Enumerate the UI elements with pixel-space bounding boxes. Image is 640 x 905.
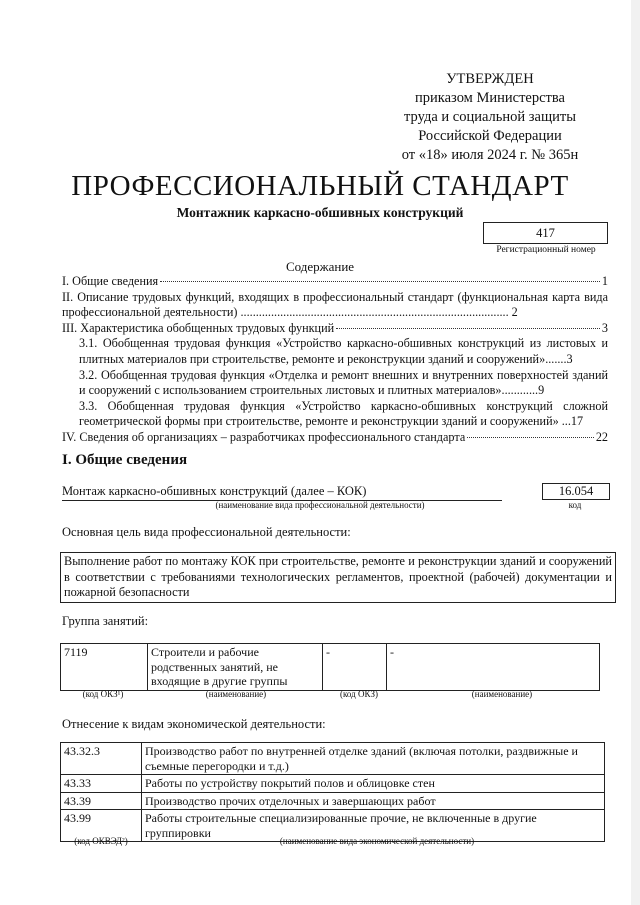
document-title: ПРОФЕССИОНАЛЬНЫЙ СТАНДАРТ [71, 170, 569, 202]
econ-activity-label: Отнесение к видам экономической деятельности: [62, 717, 326, 731]
registration-number: 417 [483, 222, 608, 244]
toc-heading: Содержание [285, 259, 355, 274]
occupation-name-caption: (наименование) [205, 689, 267, 699]
approval-block [360, 70, 620, 165]
activity-kind-caption: (наименование вида профессиональной деятельности) [215, 500, 425, 510]
approval-line: Российской Федерации [418, 128, 562, 144]
toc-leader: ........................................................................................ [240, 305, 509, 320]
toc-item[interactable] [62, 336, 608, 367]
activity-kind: Монтаж каркасно-обшивных конструкций (далее – КОК) [62, 484, 502, 501]
toc-item[interactable] [62, 368, 608, 399]
toc-leader: ... [558, 414, 571, 429]
document-subtitle: Монтажник каркасно-обшивных конструкций [176, 205, 464, 220]
toc-item-text: IV. Сведения об организациях – разработчиках профессионального стандарта [62, 429, 466, 444]
toc-leader [467, 437, 594, 438]
activity-code: 16.054 [542, 483, 610, 500]
approval-line: приказом Министерства [415, 90, 565, 106]
toc-item-page: 1 [601, 274, 608, 288]
toc-leader [160, 281, 600, 282]
econ-code: 43.99 [61, 810, 142, 842]
table-of-contents [62, 274, 608, 446]
table-row [61, 775, 605, 793]
approval-line: от «18» июля 2024 г. № 365н [401, 147, 579, 163]
econ-name: Работы строительные специализированные прочие, не включенные в другие группировки [142, 810, 605, 842]
toc-item-page: 3 [566, 351, 573, 366]
scan-edge [631, 0, 640, 905]
purpose-label: Основная цель вида профессиональной деятельности: [62, 525, 351, 539]
purpose-text: Выполнение работ по монтажу КОК при строительстве, ремонте и реконструкции зданий и сооружений в соответствии с требованиями технологических регламентов, проектной (рабочей) документации и пожарной безопасности [60, 552, 616, 603]
toc-item[interactable] [62, 274, 608, 290]
approval-line: УТВЕРЖДЕН [446, 71, 534, 87]
section-title: I. Общие сведения [62, 452, 188, 468]
activity-code-caption: код [568, 500, 582, 510]
toc-item-text: 3.2. Обобщенная трудовая функция «Отделка и ремонт внешних и внутренних поверхностей зданий и сооружений с использованием строительных листовых и плитных материалов» [79, 367, 608, 398]
occupation-name-2: - [387, 644, 600, 691]
econ-name-caption: (наименование вида экономической деятельности) [279, 836, 475, 846]
toc-item-page: 2 [511, 305, 518, 320]
toc-item[interactable] [62, 290, 608, 321]
toc-item[interactable] [62, 321, 608, 337]
toc-item[interactable] [62, 430, 608, 446]
occupation-group-label: Группа занятий: [62, 614, 149, 628]
toc-item-page: 17 [570, 414, 584, 429]
econ-code: 43.32.3 [61, 743, 142, 775]
econ-name: Работы по устройству покрытий полов и облицовке стен [142, 775, 605, 793]
toc-item-text: II. Описание трудовых функций, входящих в профессиональный стандарт (функциональная карта вида профессиональной деятельности) [62, 289, 608, 320]
toc-item-page: 9 [538, 383, 545, 398]
econ-code: 43.33 [61, 775, 142, 793]
econ-code: 43.39 [61, 792, 142, 810]
occupation-name-caption-2: (наименование) [471, 689, 533, 699]
table-row [61, 743, 605, 775]
toc-item-page: 22 [595, 429, 608, 444]
toc-item[interactable] [62, 399, 608, 430]
toc-item-page: 3 [601, 320, 608, 335]
occupation-code-caption-2: (код ОКЗ) [340, 689, 378, 699]
toc-leader: ............ [501, 383, 539, 398]
occupation-code-caption: (код ОКЗ¹) [82, 689, 124, 699]
table-row [61, 644, 600, 691]
econ-activity-table [60, 742, 605, 842]
occupation-table [60, 643, 600, 691]
occupation-code-2: - [323, 644, 387, 691]
approval-line: труда и социальной защиты [404, 109, 576, 125]
toc-leader [336, 328, 600, 329]
toc-item-text: III. Характеристика обобщенных трудовых функций [62, 320, 335, 335]
econ-name: Производство работ по внутренней отделке зданий (включая потолки, раздвижные и съемные перегородки и т.д.) [142, 743, 605, 775]
occupation-code: 7119 [61, 644, 148, 691]
toc-item-text: 3.3. Обобщенная трудовая функция «Устройство каркасно-обшивных конструкций сложной геометрической формы при строительстве, ремонте и реконструкции зданий и сооружений» [79, 398, 608, 429]
econ-code-caption: (код ОКВЭД²) [74, 836, 128, 846]
registration-caption: Регистрационный номер [496, 245, 596, 255]
toc-item-text: I. Общие сведения [62, 274, 159, 288]
table-row [61, 792, 605, 810]
toc-leader: ....... [545, 351, 567, 366]
econ-name: Производство прочих отделочных и завершающих работ [142, 792, 605, 810]
toc-item-text: 3.1. Обобщенная трудовая функция «Устройство каркасно-обшивных конструкций из листовых и плитных материалов при строительстве, ремонте и реконструкции зданий и сооружений» [79, 336, 608, 366]
occupation-name: Строители и рабочие родственных занятий, не входящие в другие группы [148, 644, 323, 691]
